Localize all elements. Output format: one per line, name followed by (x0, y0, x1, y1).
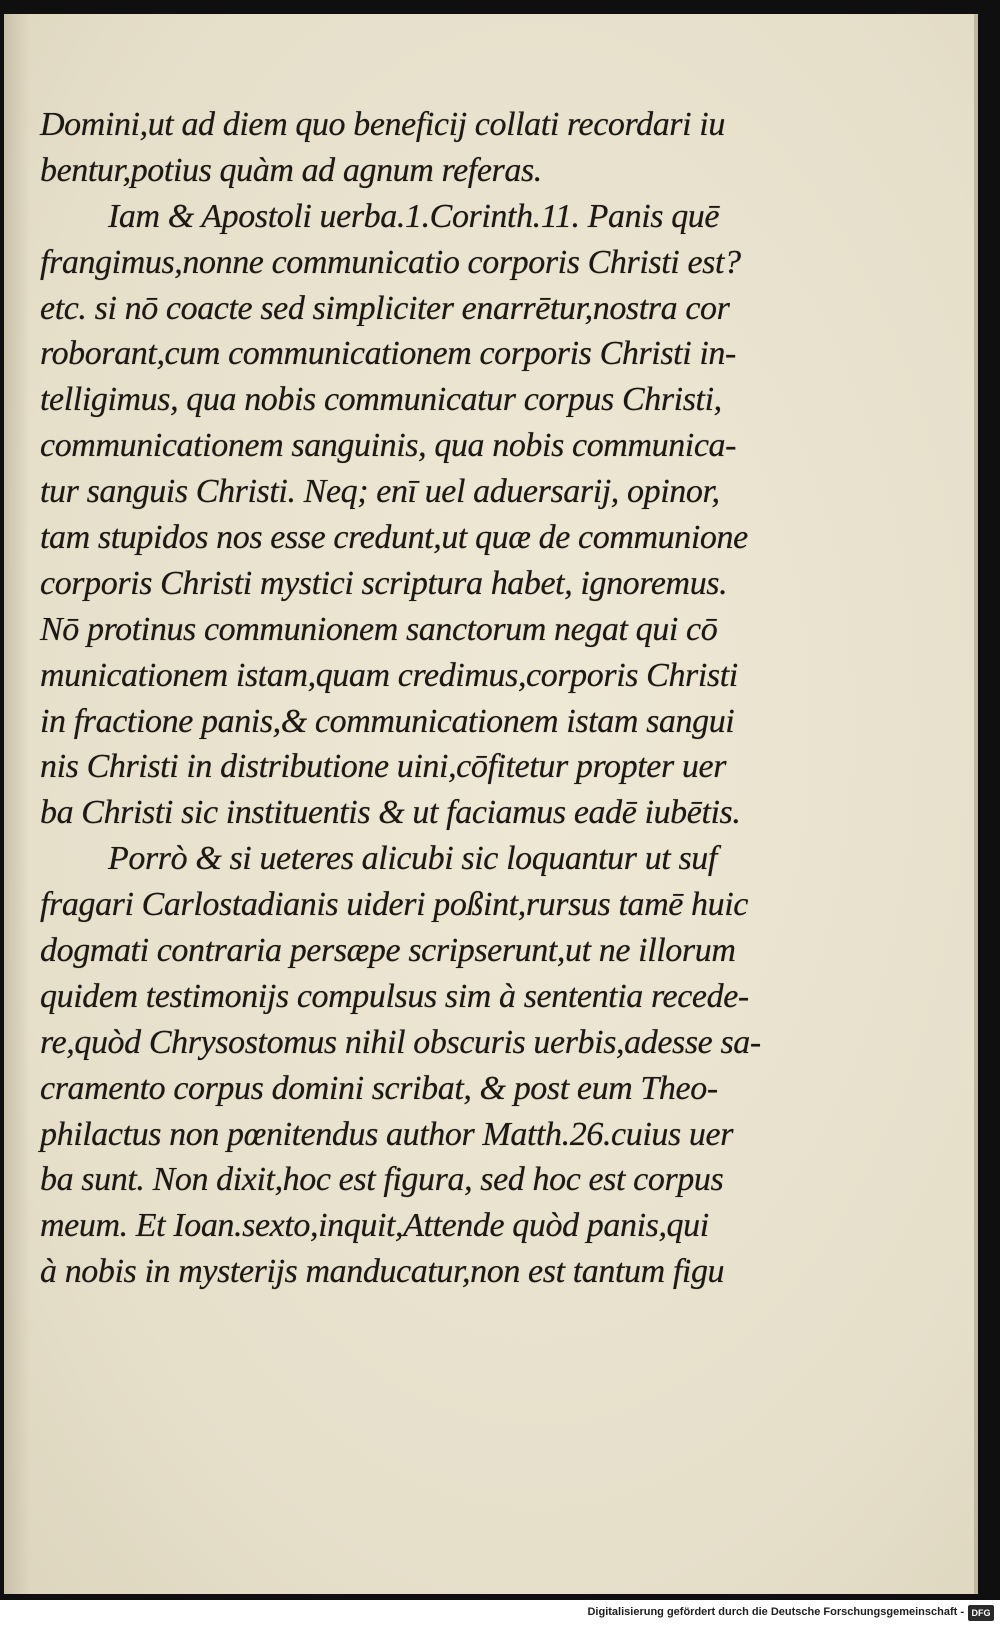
text-line: cramento corpus domini scribat, & post eum Theo- (40, 1069, 718, 1107)
text-line: Iam & Apostoli uerba.1.Corinth.11. Panis quē (108, 197, 720, 235)
text-line: Porrò & si ueteres alicubi sic loquantur ut suf (108, 840, 717, 878)
text-line: ba Christi sic instituentis & ut faciamus eadē iubētis. (40, 794, 741, 832)
text-line: ba sunt. Non dixit,hoc est figura, sed hoc est corpus (40, 1161, 724, 1199)
text-line: communicationem sanguinis, qua nobis communica- (40, 427, 737, 465)
text-line: municationem istam,quam credimus,corporis Christi (40, 656, 738, 694)
text-line: dogmati contraria persæpe scripserunt,ut ne illorum (40, 932, 736, 970)
text-line: Nō protinus communionem sanctorum negat qui cō (40, 610, 718, 648)
book-page (4, 14, 978, 1594)
text-line: tur sanguis Christi. Neq; enī uel aduersarij, opinor, (40, 473, 720, 511)
text-line: re,quòd Chrysostomus nihil obscuris uerbis,adesse sa- (40, 1023, 761, 1061)
footer-bar (0, 1600, 1000, 1628)
text-line: roborant,cum communicationem corporis Christi in- (40, 335, 736, 373)
text-line: nis Christi in distributione uini,cōfitetur propter uer (40, 748, 727, 786)
text-line: meum. Et Ioan.sexto,inquit,Attende quòd panis,qui (40, 1207, 709, 1245)
text-line: corporis Christi mystici scriptura habet, ignoremus. (40, 564, 728, 602)
text-line: fragari Carlostadianis uideri poßint,rursus tamē huic (40, 886, 748, 924)
text-line: etc. si nō coacte sed simpliciter enarrētur,nostra cor (40, 289, 730, 327)
text-line: Domini,ut ad diem quo beneficij collati recordari iu (40, 106, 725, 143)
text-line: frangimus,nonne communicatio corporis Christi est? (40, 243, 741, 281)
text-line: telligimus, qua nobis communicatur corpus Christi, (40, 381, 722, 419)
text-line: quidem testimonijs compulsus sim à sententia recede- (40, 977, 749, 1015)
text-line: tam stupidos nos esse credunt,ut quæ de communione (40, 519, 748, 557)
dfg-logo: DFG (968, 1605, 994, 1621)
text-line: bentur,potius quàm ad agnum referas. (40, 151, 542, 189)
funding-credit: Digitalisierung gefördert durch die Deutsche Forschungsgemeinschaft - (587, 1606, 964, 1618)
text-line: à nobis in mysterijs manducatur,non est tantum figu (40, 1253, 725, 1291)
text-line: in fractione panis,& communicationem istam sangui (40, 702, 735, 740)
text-block (40, 102, 800, 1295)
text-line: philactus non pœnitendus author Matth.26.cuius uer (40, 1115, 734, 1153)
page-gutter (4, 14, 30, 1594)
